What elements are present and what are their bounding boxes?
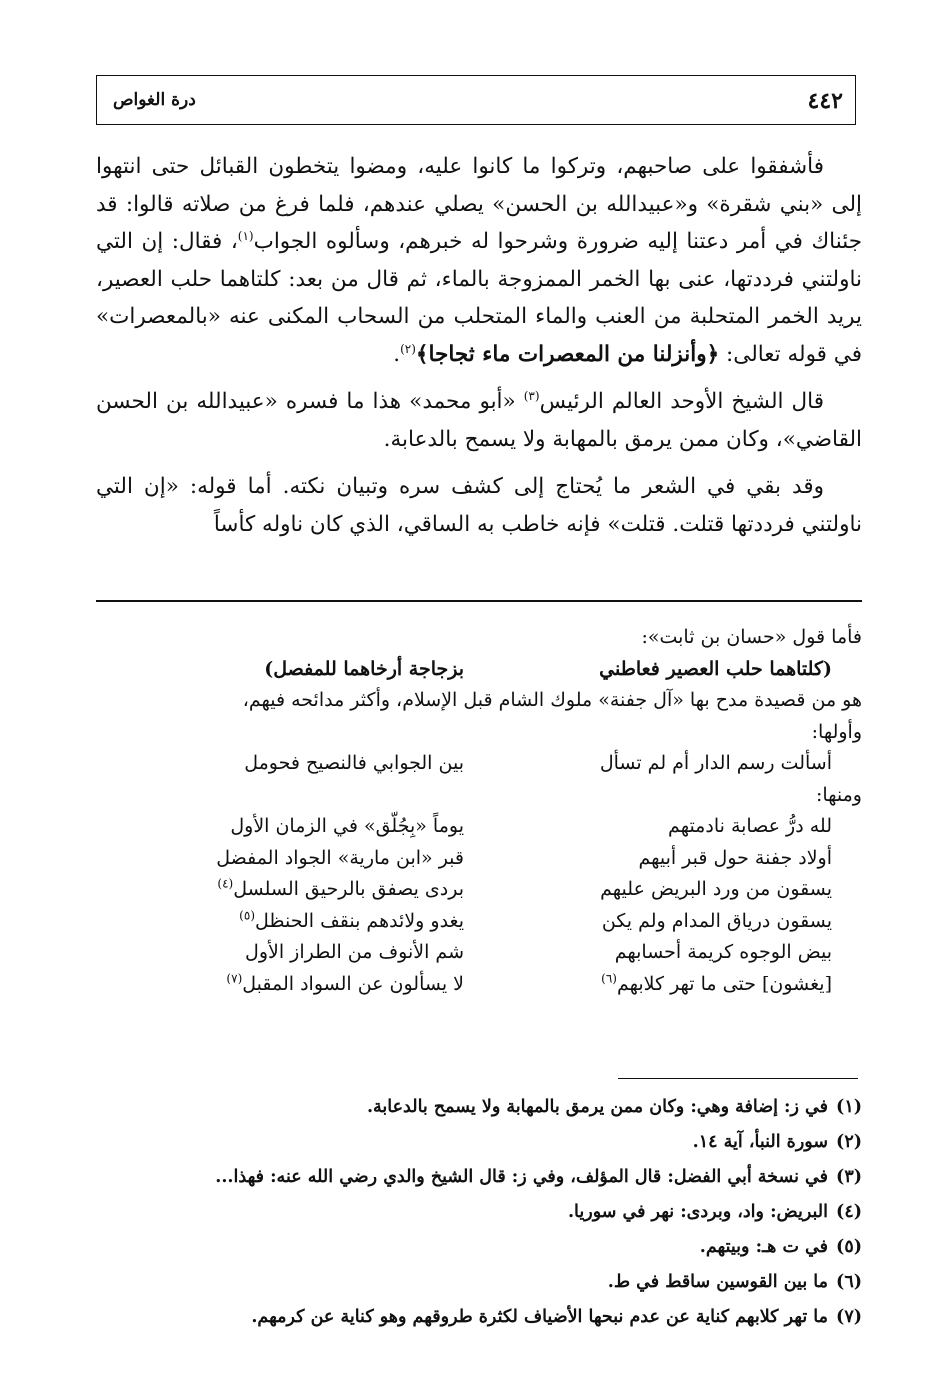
text-span: فأشفقوا على صاحبهم، وتركوا ما كانوا عليه، ومضوا يتخطون القبائل حتى انتهوا إلى «بني شقرة» و«عبيدالله بن الحسن» يصلي عندهم، فلما فرغ من صلاته قالوا: قد جئناك في أمر دعتنا إليه ضرورة وشرحوا له خبرهم، وسألوه الجواب xyxy=(96,154,862,254)
hemistich-2: يوماً «بِجُلّق» في الزمان الأول xyxy=(230,815,464,837)
hemistich-1: بيض الوجوه كريمة أحسابهم xyxy=(614,941,832,963)
footnote-ref: (٣) xyxy=(523,388,540,403)
hemistich-2: قبر «ابن مارية» الجواد المفضل xyxy=(216,846,464,869)
quran-verse: ﴿وأنزلنا من المعصرات ماء ثجاجا﴾ xyxy=(415,341,720,367)
footnote-ref: (٦) xyxy=(601,971,617,986)
hemistich-2: بزجاجة أرخاهما للمفصل) xyxy=(264,657,464,680)
hemistich-1: يسقون من ورد البريض عليهم xyxy=(600,878,832,900)
poem-verse xyxy=(96,937,862,969)
poem-verse xyxy=(96,906,862,938)
footnotes xyxy=(150,1090,862,1335)
footnote xyxy=(150,1090,862,1125)
poem-verse xyxy=(96,969,862,1001)
footnote-ref: (٥) xyxy=(239,908,255,923)
poem-verse xyxy=(96,811,862,843)
footnote-number: (٣) xyxy=(836,1167,862,1187)
footnote-number: (٦) xyxy=(836,1272,862,1292)
first-verse-label: وأولها: xyxy=(811,720,862,743)
text-span: ، فقال: إن التي ناولتني فرددتها، عنى بها الخمر الممزوجة بالماء، ثم قال من بعد: كلتاهما حلب العصير، يريد الخمر المتحلبة من العنب والماء المتحلب من السحاب المكنى عنه «بالمعصرات» في قوله تعالى: xyxy=(96,229,862,367)
paragraph-2 xyxy=(96,383,862,458)
first-verse xyxy=(96,748,862,780)
footnote xyxy=(150,1230,862,1265)
footnote-text: ما تهر كلابهم كناية عن عدم نبحها الأضياف لكثرة طروقهم وهو كناية عن كرمهم. xyxy=(251,1307,828,1327)
hemistich-2 xyxy=(96,906,464,938)
hemistich-1: يسقون درياق المدام ولم يكن xyxy=(601,909,832,932)
hemistich-1: أولاد جفنة حول قبر أبيهم xyxy=(638,846,832,869)
text-span: بردى يصفق بالرحيق السلسل xyxy=(233,878,464,900)
commentary-description: هو من قصيدة مدح بها «آل جفنة» ملوك الشام قبل الإسلام، وأكثر مدائحه فيهم، xyxy=(242,689,862,711)
footnote xyxy=(150,1160,862,1195)
paragraph-3: وقد بقي في الشعر ما يُحتاج إلى كشف سره وتبيان نكته. أما قوله: «إن التي ناولتني فرددتها قتلت. قتلت» فإنه خاطب به الساقي، الذي كان ناوله كأساً xyxy=(96,474,862,537)
footnote-text: البريض: واد، وبردى: نهر في سوريا. xyxy=(567,1202,828,1222)
footnote-text: سورة النبأ، آية ١٤. xyxy=(692,1132,828,1152)
text-span: لا يسألون عن السواد المقبل xyxy=(242,972,464,995)
footnote-ref: (٤) xyxy=(217,876,234,891)
page-header xyxy=(96,75,856,125)
footnote xyxy=(150,1125,862,1160)
footnote-text: في ز: إضافة وهي: وكان ممن يرمق بالمهابة ولا يسمح بالدعابة. xyxy=(366,1097,828,1117)
section-divider xyxy=(96,600,862,602)
main-text xyxy=(96,148,862,543)
footnote xyxy=(150,1300,862,1335)
footnote xyxy=(150,1195,862,1230)
footnote-ref: (٢) xyxy=(400,341,416,356)
commentary-intro: فأما قول «حسان بن ثابت»: xyxy=(641,626,862,648)
text-span: يغدو ولائدهم بنقف الحنظل xyxy=(255,909,464,932)
hemistich-2 xyxy=(96,874,464,906)
footnote-number: (٧) xyxy=(836,1307,862,1327)
hemistich-2: بين الجوابي فالنصيح فحومل xyxy=(244,752,464,774)
poem-verse xyxy=(96,874,862,906)
text-span: [يغشون] حتى ما تهر كلابهم xyxy=(616,972,832,995)
poem-verse xyxy=(96,843,862,875)
paragraph-1 xyxy=(96,148,862,373)
footnote-rule xyxy=(618,1078,858,1079)
text-span: . xyxy=(393,341,401,367)
hemistich-2 xyxy=(96,969,464,1001)
running-title: درة الغواص xyxy=(113,90,196,110)
hemistich-1 xyxy=(464,969,832,1001)
hemistich-1: لله درُّ عصابة نادمتهم xyxy=(668,815,832,837)
footnote-number: (١) xyxy=(836,1097,862,1117)
footnote-text: ما بين القوسين ساقط في ط. xyxy=(607,1272,828,1292)
page-number: ٤٤٢ xyxy=(807,88,843,114)
footnote-text: في نسخة أبي الفضل: قال المؤلف، وفي ز: قال الشيخ والدي رضي الله عنه: فهذا... xyxy=(215,1167,828,1187)
hemistich-2: شم الأنوف من الطراز الأول xyxy=(245,941,464,963)
footnote-number: (٤) xyxy=(836,1202,862,1222)
hemistich-1: (كلتاهما حلب العصير فعاطني xyxy=(599,657,832,680)
footnote-ref: (٧) xyxy=(226,971,243,986)
footnote xyxy=(150,1265,862,1300)
from-label: ومنها: xyxy=(815,783,862,806)
footnote-text: في ت هـ: وبيتهم. xyxy=(699,1237,828,1257)
commentary xyxy=(96,622,862,1000)
hemistich-1: أسألت رسم الدار أم لم تسأل xyxy=(599,752,832,774)
footnote-number: (٢) xyxy=(836,1132,862,1152)
footnote-number: (٥) xyxy=(836,1237,862,1257)
text-span: «أبو محمد» هذا ما فسره «عبيدالله بن الحسن القاضي»، وكان ممن يرمق بالمهابة ولا يسمح بالدعابة. xyxy=(96,389,862,452)
footnote-ref: (١) xyxy=(237,228,254,243)
quoted-verse xyxy=(96,654,862,686)
text-span: قال الشيخ الأوحد العالم الرئيس xyxy=(539,389,824,414)
